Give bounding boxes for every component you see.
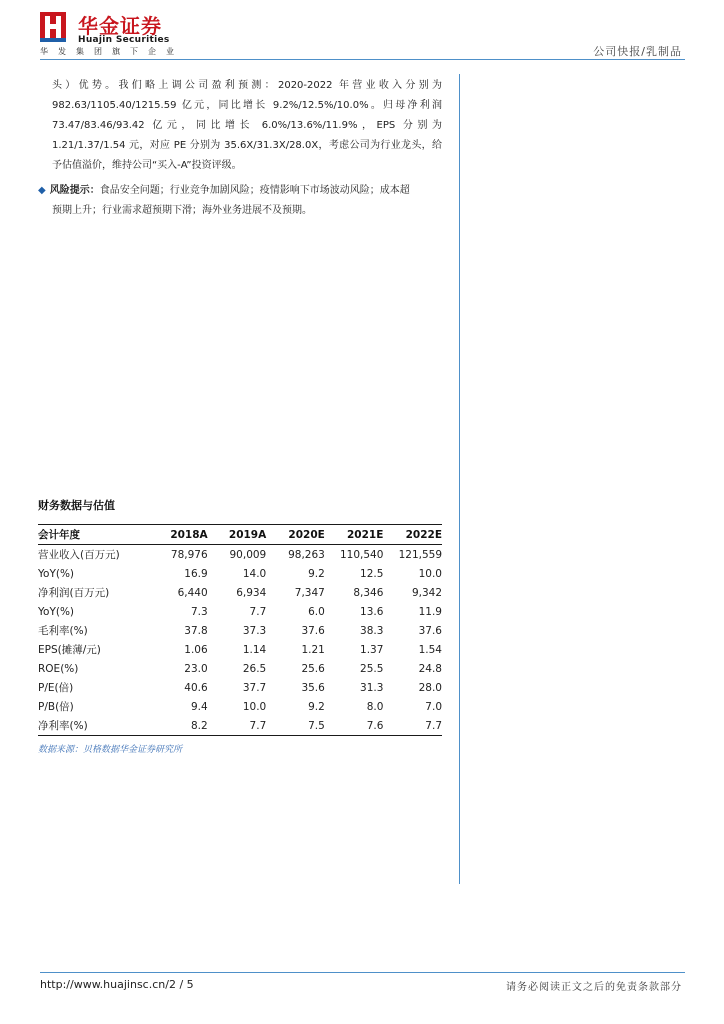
table-row	[38, 640, 442, 659]
table-cell: 1.21	[301, 643, 325, 656]
table-cell: YoY(%)	[38, 605, 75, 618]
table-cell: 8.0	[366, 700, 384, 713]
table-cell: 7.0	[425, 700, 442, 713]
table-header-row	[38, 525, 442, 545]
header-cell: 2018A	[149, 525, 208, 545]
group-tagline: 华发集团旗下企业	[40, 47, 184, 56]
table-cell: 121,559	[398, 548, 442, 561]
table-cell: 7.7	[208, 716, 267, 736]
forecast-paragraph: 头）优势。我们略上调公司盈利预测：2020-2022 年营业收入分别为 982.63/1105.40/1215.59 亿元，同比增长 9.2%/12.5%/10.0%。归母净利润 73.47/83.46/93.42 亿元，同比增长 6.0%/13.6%/11.9%，EPS 分别为 1.21/1.37/1.54 元，对应 PE 分别为 35.6X/31.3X/28.0X，考虑公司为行业龙头，给予估值溢价，维持公司“买入-A”投资评级。	[52, 80, 442, 171]
table-row	[38, 678, 442, 697]
table-cell: 1.37	[360, 643, 384, 656]
table-cell: 营业收入(百万元)	[38, 549, 120, 561]
table-cell: 35.6	[301, 681, 325, 694]
table-cell: 8,346	[353, 586, 384, 599]
table-row	[38, 697, 442, 716]
table-cell: 13.6	[360, 605, 384, 618]
table-cell: P/B(倍)	[38, 701, 74, 713]
table-title: 财务数据与估值	[38, 499, 115, 512]
report-type-label: 公司快报/乳制品	[593, 45, 682, 58]
table-cell: 37.7	[242, 681, 267, 694]
table-cell: 1.54	[418, 643, 442, 656]
table-cell: 37.8	[184, 624, 208, 637]
table-row	[38, 564, 442, 583]
table-cell: 90,009	[229, 548, 267, 561]
table-cell: 7.7	[249, 605, 267, 618]
table-cell: 37.6	[418, 624, 442, 637]
table-cell: 10.0	[242, 700, 267, 713]
footer-divider	[40, 972, 685, 973]
table-cell: 11.9	[418, 605, 442, 618]
table-cell: 净利率(%)	[38, 716, 149, 736]
table-cell: 9.4	[190, 700, 208, 713]
table-cell: 8.2	[149, 716, 208, 736]
table-cell: 14.0	[242, 567, 267, 580]
table-cell: 40.6	[184, 681, 208, 694]
table-cell: 28.0	[418, 681, 442, 694]
table-row	[38, 659, 442, 678]
table-cell: 78,976	[170, 548, 208, 561]
table-cell: 16.9	[184, 567, 208, 580]
diamond-bullet-icon: ◆	[38, 185, 46, 196]
brand-name-en: Huajin Securities	[78, 35, 170, 45]
table-row	[38, 621, 442, 640]
table-cell: 7.5	[266, 716, 325, 736]
table-cell: 23.0	[184, 662, 208, 675]
table-row	[38, 583, 442, 602]
table-cell: 6.0	[308, 605, 325, 618]
table-cell: 9,342	[411, 586, 442, 599]
header-cell: 2021E	[325, 525, 384, 545]
table-cell: 37.6	[301, 624, 325, 637]
table-cell: 9.2	[308, 700, 325, 713]
table-cell: 110,540	[339, 548, 384, 561]
table-cell: 净利润(百万元)	[38, 587, 110, 599]
table-cell: EPS(摊薄/元)	[38, 644, 101, 656]
table-cell: 38.3	[360, 624, 384, 637]
table-cell: 1.14	[242, 643, 267, 656]
header-cell: 2020E	[266, 525, 325, 545]
header-cell: 会计年度	[38, 525, 149, 545]
risk-warning	[38, 181, 442, 221]
header-cell: 2022E	[383, 525, 442, 545]
table-cell: 25.5	[360, 662, 384, 675]
footer-disclaimer: 请务必阅读正文之后的免责条款部分	[506, 982, 682, 993]
table-cell: 26.5	[242, 662, 267, 675]
table-cell: 1.06	[184, 643, 208, 656]
table-cell: YoY(%)	[38, 567, 75, 580]
table-cell: 7,347	[294, 586, 325, 599]
table-cell: 7.6	[325, 716, 384, 736]
risk-text-line-2: 预期上升；行业需求超预期下滑；海外业务进展不及预期。	[52, 205, 312, 216]
table-cell: P/E(倍)	[38, 682, 74, 694]
table-cell: 31.3	[360, 681, 384, 694]
table-cell: 7.7	[383, 716, 442, 736]
table-cell: 12.5	[360, 567, 384, 580]
huajin-logo-icon	[40, 12, 66, 42]
table-cell: 9.2	[308, 567, 325, 580]
table-cell: 6,440	[177, 586, 208, 599]
table-cell: 6,934	[236, 586, 267, 599]
table-cell: 37.3	[242, 624, 267, 637]
brand-name-cn: 华金证券	[78, 14, 162, 38]
table-cell: 7.3	[190, 605, 208, 618]
risk-title: 风险提示：	[49, 185, 100, 196]
table-cell: 24.8	[418, 662, 442, 675]
table-cell: 25.6	[301, 662, 325, 675]
table-cell: ROE(%)	[38, 662, 79, 675]
table-row	[38, 545, 442, 565]
header-cell: 2019A	[208, 525, 267, 545]
risk-text-line-1: 食品安全问题；行业竞争加剧风险；疫情影响下市场波动风险；成本超	[99, 185, 410, 196]
table-cell: 98,263	[288, 548, 325, 561]
financial-table	[38, 524, 442, 736]
data-source-note: 数据来源：贝格数据华金证券研究所	[38, 745, 183, 755]
column-divider	[459, 74, 460, 884]
table-row	[38, 716, 442, 736]
footer-url-page[interactable]: http://www.huajinsc.cn/2 / 5	[40, 978, 194, 991]
table-row	[38, 602, 442, 621]
table-cell: 10.0	[418, 567, 442, 580]
table-cell: 毛利率(%)	[38, 625, 88, 637]
company-logo	[40, 10, 190, 58]
header-divider	[40, 59, 685, 60]
